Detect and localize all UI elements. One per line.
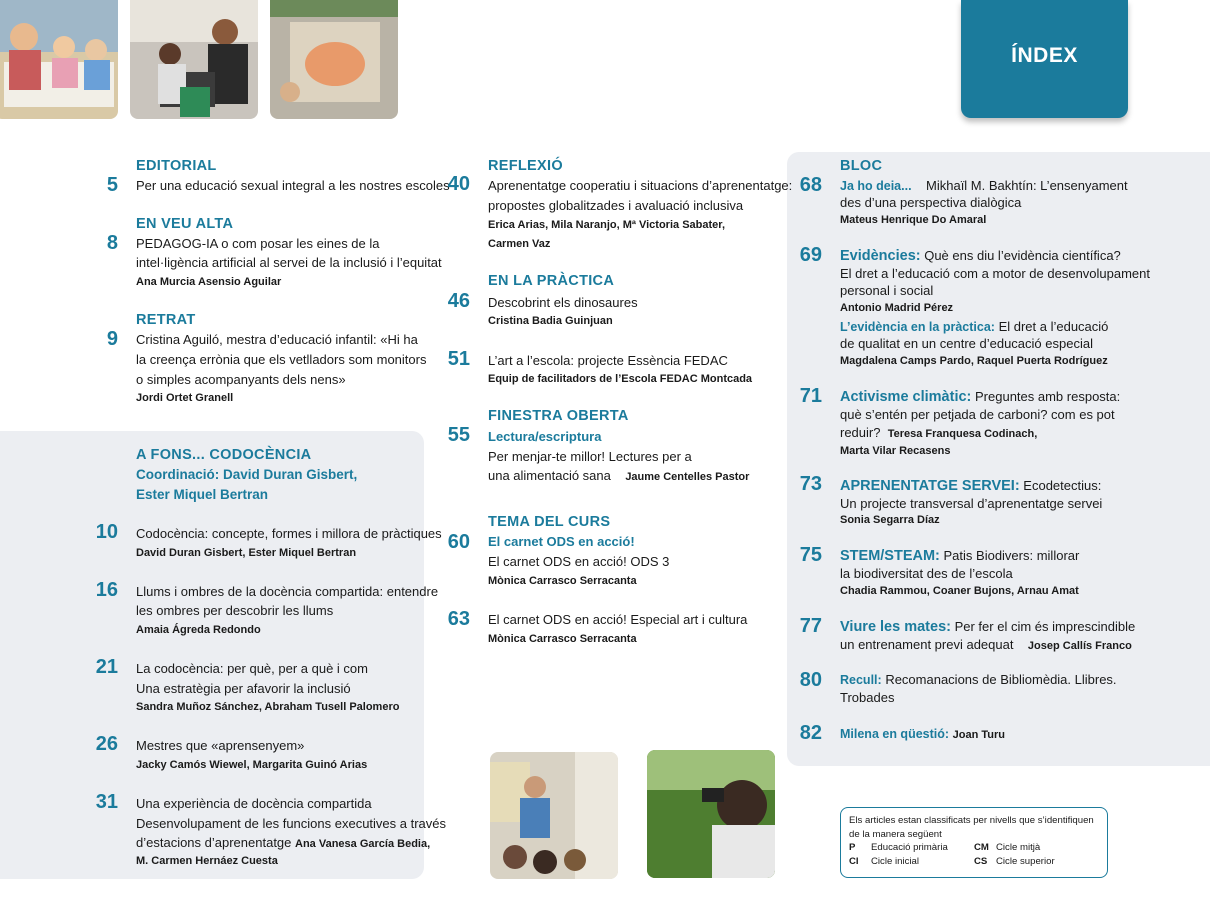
page-number: 21 (95, 656, 118, 678)
legend-intro: de la manera següent (849, 828, 942, 840)
article-author: Cristina Badia Guinjuan (488, 315, 613, 327)
article-title: d’estacions d’aprenentatge (136, 835, 292, 850)
article-title: Desenvolupament de les funcions executives a través (136, 816, 447, 831)
article-title: propostes globalitzades i avaluació inclusiva (488, 198, 744, 213)
article-author: Sonia Segarra Díaz (840, 514, 940, 526)
article-title-line (840, 670, 1117, 690)
article-title-line (840, 423, 1037, 444)
page-number: 10 (95, 521, 118, 543)
article-author: Carmen Vaz (488, 238, 551, 250)
page-number: 9 (106, 328, 118, 350)
level-name: Cicle inicial (871, 855, 919, 867)
level-name: Cicle superior (996, 855, 1055, 867)
article-title-line (840, 635, 1132, 656)
page-number: 5 (106, 174, 118, 196)
page-number: 69 (799, 244, 822, 266)
classroom-photo-3 (270, 0, 398, 119)
section-label: APRENENTATGE SERVEI: (840, 478, 1020, 494)
article-title: la creença errònia que els vetlladors som monitors (136, 352, 427, 367)
article-author: Jacky Camós Wiewel, Margarita Guinó Arias (136, 759, 368, 771)
article-author: Chadia Rammou, Coaner Bujons, Arnau Amat (840, 585, 1079, 597)
article-title: Per menjar-te millor! Lectures per a (488, 449, 692, 464)
section-en-veu-alta: EN VEU ALTA (136, 216, 234, 232)
section-label: Viure les mates: (840, 619, 951, 635)
article-title: Per una educació sexual integral a les nostres escoles (136, 178, 450, 193)
page-number: 73 (799, 473, 822, 495)
section-label: Recull: (840, 673, 882, 687)
article-title: Descobrint els dinosaures (488, 295, 638, 310)
article-author: Amaia Ágreda Redondo (136, 624, 261, 636)
article-author: Jordi Ortet Granell (136, 392, 234, 404)
article-author: Mateus Henrique Do Amaral (840, 214, 987, 226)
article-author: Mònica Carrasco Serracanta (488, 575, 637, 587)
article-title-line (840, 546, 1079, 566)
article-title: Què ens diu l’evidència científica? (924, 248, 1121, 263)
section-editorial: EDITORIAL (136, 158, 217, 174)
level-code: P (849, 842, 856, 853)
article-title: de qualitat en un centre d’educació especial (840, 336, 1093, 351)
article-title-line (840, 246, 1121, 266)
index-tab (961, 0, 1128, 118)
article-title: Codocència: concepte, formes i millora de pràctiques (136, 526, 442, 541)
page-number: 63 (447, 608, 470, 630)
article-title-line (840, 724, 1005, 745)
article-title: Recomanacions de Bibliomèdia. Llibres. (885, 672, 1117, 687)
section-bloc: BLOC (840, 158, 883, 174)
page-number: 8 (106, 232, 118, 254)
article-title: El carnet ODS en acció! Especial art i cultura (488, 612, 748, 627)
levels-legend (840, 807, 1108, 878)
section-retrat: RETRAT (136, 312, 196, 328)
article-author: Marta Vilar Recasens (840, 445, 951, 457)
article-author: Ana Vanesa García Bedia, (295, 838, 431, 850)
section-label: L’evidència en la pràctica: (840, 320, 995, 334)
level-name: Cicle mitjà (996, 842, 1041, 853)
article-title: Ecodetectius: (1023, 478, 1102, 493)
article-title: què s’entén per petjada de carboni? com es pot (840, 407, 1115, 422)
classroom-photo-4 (490, 752, 618, 879)
article-title: El carnet ODS en acció! ODS 3 (488, 554, 670, 569)
article-author: Magdalena Camps Pardo, Raquel Puerta Rodríguez (840, 355, 1108, 367)
article-author: Mònica Carrasco Serracanta (488, 633, 637, 645)
article-title: la biodiversitat des de l’escola (840, 566, 1013, 581)
section-label: Ja ho deia... (840, 179, 912, 193)
article-title-line (840, 387, 1120, 407)
page-number: 51 (447, 348, 470, 370)
article-title: Trobades (840, 690, 895, 705)
article-title: intel·ligència artificial al servei de la inclusió i l’equitat (136, 255, 442, 270)
article-title: L’art a l’escola: projecte Essència FEDAC (488, 353, 728, 368)
section-reflexio: REFLEXIÓ (488, 158, 563, 174)
article-title: des d’una perspectiva dialògica (840, 195, 1022, 210)
section-en-la-practica: EN LA PRÀCTICA (488, 273, 615, 289)
article-title: Cristina Aguiló, mestra d’educació infantil: «Hi ha (136, 332, 418, 347)
section-label: Evidències: (840, 248, 921, 264)
article-title: El dret a l’educació (998, 319, 1109, 334)
article-title-line (488, 466, 749, 487)
article-author: Sandra Muñoz Sánchez, Abraham Tusell Palomero (136, 701, 400, 713)
section-a-fons: A FONS... CODOCÈNCIA (136, 447, 312, 463)
page-number: 55 (447, 424, 470, 446)
binoculars-photo (647, 750, 775, 878)
article-author: Erica Arias, Mila Naranjo, Mª Victoria Sabater, (488, 219, 725, 231)
page-number: 40 (447, 173, 470, 195)
article-title-line (840, 476, 1101, 496)
classroom-photo-2 (130, 0, 258, 119)
level-code: CS (974, 855, 988, 867)
article-author: David Duran Gisbert, Ester Miquel Bertran (136, 547, 357, 559)
article-title: Per fer el cim és imprescindible (954, 619, 1136, 634)
article-title: Mestres que «aprensenyem» (136, 738, 305, 753)
index-title: ÍNDEX (1011, 44, 1078, 67)
page-number: 68 (799, 174, 822, 196)
article-author: Antonio Madrid Pérez (840, 302, 954, 314)
page-number: 80 (799, 669, 822, 691)
coordination: Ester Miquel Bertran (136, 487, 269, 502)
coordination: Coordinació: David Duran Gisbert, (136, 467, 358, 482)
page-number: 16 (95, 579, 118, 601)
article-title: Aprenentatge cooperatiu i situacions d’aprenentatge: (488, 178, 793, 193)
article-title: Patis Biodivers: millorar (943, 548, 1080, 563)
article-title-line (136, 833, 430, 854)
article-title: reduir? (840, 425, 881, 440)
article-title: o simples acompanyants dels nens» (136, 372, 346, 387)
page-number: 46 (447, 290, 470, 312)
article-author: M. Carmen Hernáez Cuesta (136, 855, 278, 867)
article-title: La codocència: per què, per a què i com (136, 661, 368, 676)
section-label: Activisme climàtic: (840, 389, 972, 405)
classroom-photo-1 (0, 0, 118, 119)
legend-intro: Els articles estan classificats per nivells que s’identifiquen (849, 815, 1094, 826)
subsection: El carnet ODS en acció! (488, 534, 635, 549)
article-title: una alimentació sana (488, 468, 611, 483)
article-title: Una experiència de docència compartida (136, 796, 372, 811)
subsection: Lectura/escriptura (488, 429, 602, 444)
page-number: 71 (799, 385, 822, 407)
page-number: 82 (799, 722, 822, 744)
article-title: les ombres per descobrir les llums (136, 603, 334, 618)
page-number: 75 (799, 544, 822, 566)
section-tema-del-curs: TEMA DEL CURS (488, 514, 611, 530)
level-code: CI (849, 855, 859, 867)
article-title: Preguntes amb resposta: (975, 389, 1121, 404)
section-label: STEM/STEAM: (840, 548, 940, 564)
page-number: 77 (799, 615, 822, 637)
article-author: Ana Murcia Asensio Aguilar (136, 276, 282, 288)
section-finestra-oberta: FINESTRA OBERTA (488, 408, 629, 424)
article-title: El dret a l’educació com a motor de desenvolupament (840, 266, 1151, 281)
article-author: Teresa Franquesa Codinach, (887, 428, 1038, 440)
article-title: un entrenament previ adequat (840, 637, 1014, 652)
level-name: Educació primària (871, 842, 948, 853)
article-title: Una estratègia per afavorir la inclusió (136, 681, 351, 696)
article-author: Equip de facilitadors de l’Escola FEDAC Montcada (488, 373, 753, 385)
article-title-line (840, 617, 1135, 637)
level-code: CM (974, 842, 989, 853)
page-number: 26 (95, 733, 118, 755)
article-title: Llums i ombres de la docència compartida: entendre (136, 584, 439, 599)
article-title: Un projecte transversal d’aprenentatge servei (840, 496, 1103, 511)
page-number: 31 (95, 791, 118, 813)
article-title: PEDAGOG-IA o com posar les eines de la (136, 236, 380, 251)
page-number: 60 (447, 531, 470, 553)
article-author: Jaume Centelles Pastor (625, 471, 750, 483)
article-author: Josep Callís Franco (1027, 640, 1132, 652)
section-label: Milena en qüestió: (840, 727, 950, 741)
article-title: personal i social (840, 283, 934, 298)
article-title: Mikhaïl M. Bakhtín: L’ensenyament (926, 178, 1128, 193)
article-author: Joan Turu (952, 729, 1006, 741)
